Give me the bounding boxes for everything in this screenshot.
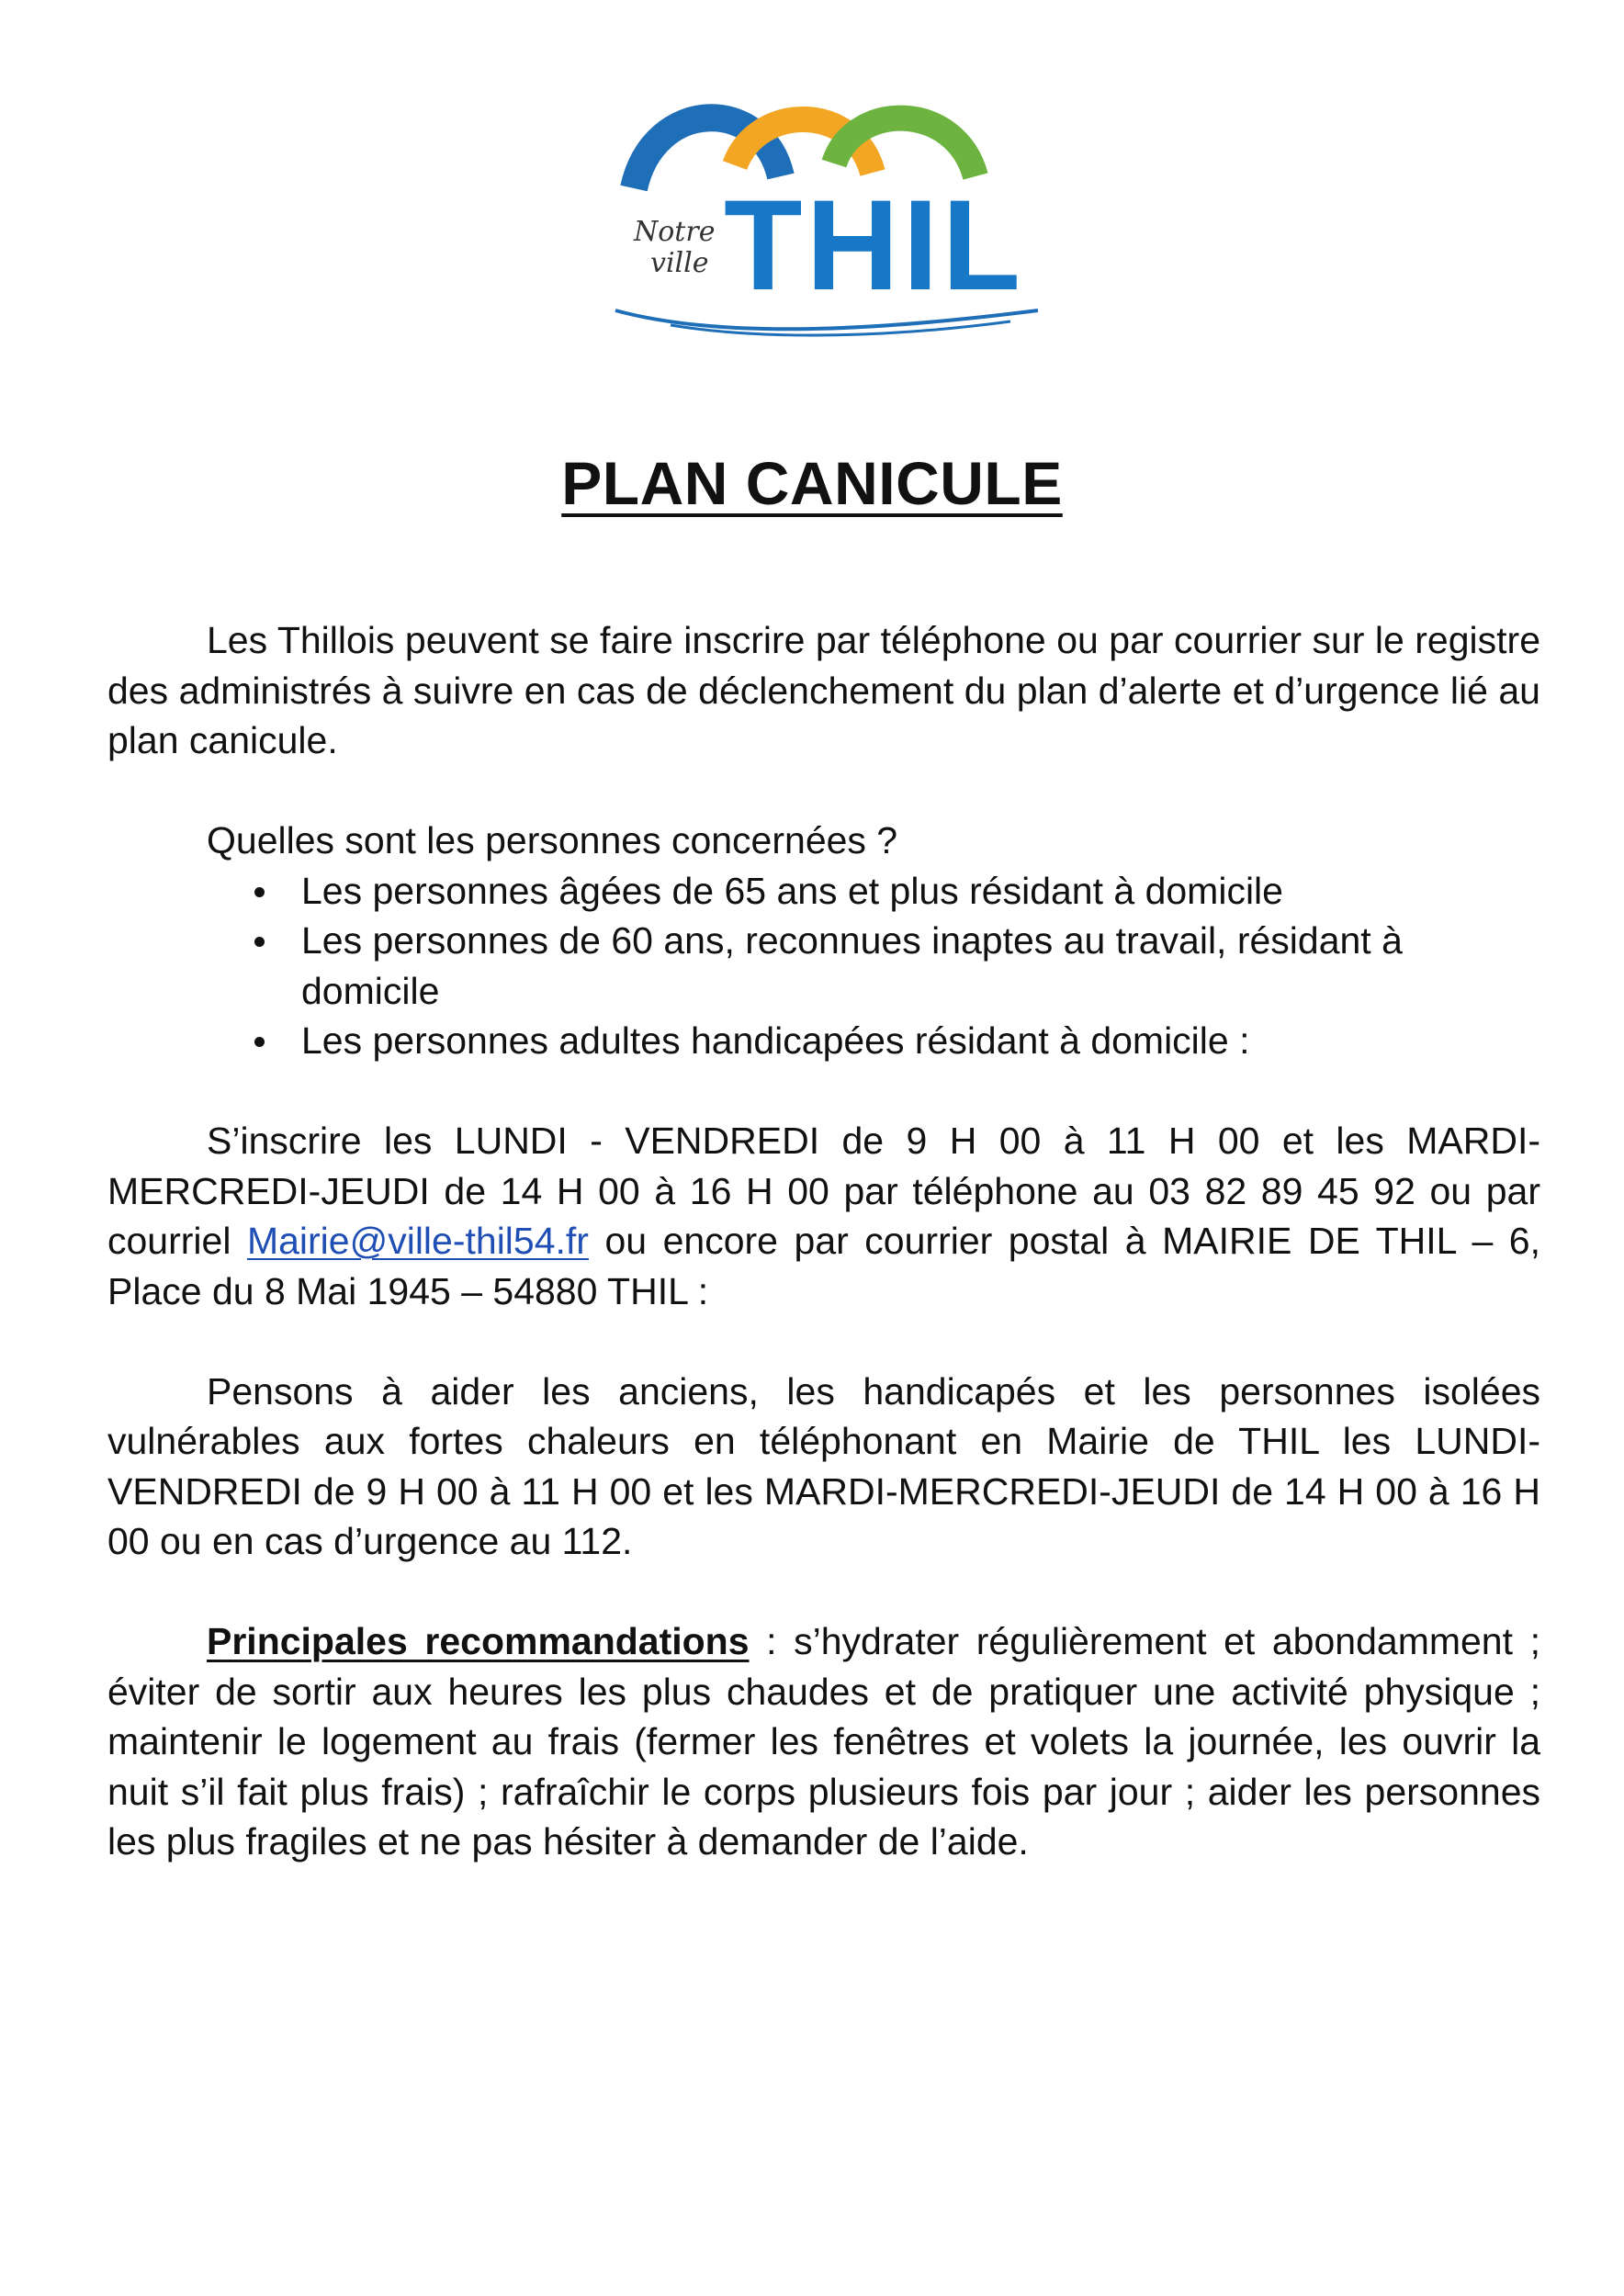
ville-script: ville bbox=[650, 247, 709, 279]
registration-paragraph bbox=[107, 1116, 1540, 1316]
concerned-persons-list bbox=[107, 866, 1540, 1066]
notre-script: Notre bbox=[634, 216, 716, 248]
document-body bbox=[107, 615, 1540, 1867]
list-item bbox=[254, 866, 1540, 917]
recommendations-label: Principales recommandations bbox=[207, 1620, 750, 1662]
page-title-text: PLAN CANICULE bbox=[561, 449, 1063, 517]
list-item-text: Les personnes adultes handicapées résidant à domicile : bbox=[301, 1019, 1250, 1062]
paragraph-gap bbox=[107, 1316, 1540, 1367]
page-title bbox=[0, 448, 1624, 518]
list-item-text: Les personnes de 60 ans, reconnues inaptes au travail, résidant à domicile bbox=[301, 919, 1403, 1012]
bullet-icon bbox=[254, 937, 265, 947]
green-arch bbox=[834, 118, 976, 176]
bullet-icon bbox=[254, 887, 265, 897]
bullet-icon bbox=[254, 1037, 265, 1047]
recommendations-paragraph bbox=[107, 1616, 1540, 1867]
question-line: Quelles sont les personnes concernées ? bbox=[207, 819, 898, 861]
help-paragraph: Pensons à aider les anciens, les handicapés et les personnes isolées vulnérables aux fortes chaleurs en téléphonant en Mairie de THIL les LUNDI-VENDREDI de 9 H 00 à 11 H 00 et les MARDI-MERCREDI-JEUDI de 14 H 00 à 16 H 00 ou en cas d’urgence au 112. bbox=[107, 1369, 1540, 1562]
thil-logo-graphic bbox=[606, 92, 1047, 349]
recommendations-text: : s’hydrater régulièrement et abondamment ; éviter de sortir aux heures les plus chaudes et de pratiquer une activité physique ; maintenir le logement au frais (fermer les fenêtres et volets la journée, les ouvrir la nuit s’il fait plus frais) ; rafraîchir le corps plusieurs fois par jour ; aider les personnes les plus fragiles et ne pas hésiter à demander de l’aide. bbox=[107, 1620, 1540, 1863]
thil-logo bbox=[606, 92, 1047, 349]
intro-paragraph: Les Thillois peuvent se faire inscrire par téléphone ou par courrier sur le registre des administrés à suivre en cas de déclenchement du plan d’alerte et d’urgence lié au plan canicule. bbox=[107, 619, 1540, 761]
list-item bbox=[254, 1016, 1540, 1066]
registration-text-start: S’inscrire les LUNDI - VENDREDI de 9 H 00 à 11 H 00 et les MARDI-MERCREDI-JEUDI de 14 H 00 à 16 H 00 par téléphone au 03 82 89 45 92 ou par courriel bbox=[107, 1120, 1540, 1262]
thil-wordmark: THIL bbox=[724, 173, 1025, 317]
email-link[interactable]: Mairie@ville-thil54.fr bbox=[246, 1220, 589, 1262]
registration-text-end: ou encore par courrier postal à MAIRIE DE THIL – 6, Place du 8 Mai 1945 – 54880 THIL : bbox=[107, 1220, 1540, 1312]
paragraph-gap bbox=[107, 1567, 1540, 1617]
list-item-text: Les personnes âgées de 65 ans et plus résidant à domicile bbox=[301, 869, 1283, 912]
paragraph-gap bbox=[107, 1066, 1540, 1117]
list-item bbox=[254, 916, 1540, 1016]
paragraph-gap bbox=[107, 766, 1540, 816]
